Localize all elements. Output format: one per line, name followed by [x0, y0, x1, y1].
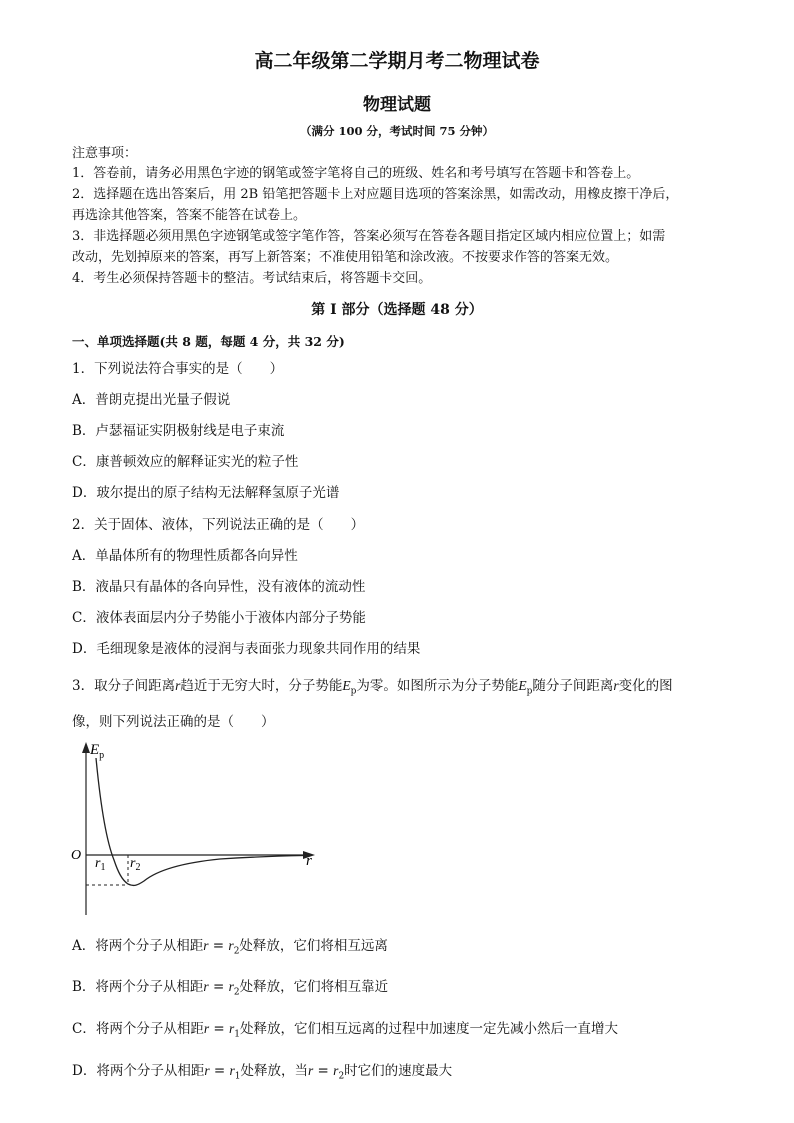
note-3: 3．非选择题必须用黑色字迹钢笔或签字笔作答，答案必须写在答卷各题目指定区域内相应位置上；如需: [72, 229, 666, 244]
note-2: 2．选择题在选出答案后，用 2B 铅笔把答题卡上对应题目选项的答案涂黑，如需改动，用橡皮擦干净后，: [72, 187, 679, 202]
q3-option-b: B．将两个分子从相距$r = r_2$处释放，它们将相互靠近: [72, 979, 389, 998]
r2-label: $r_2$: [130, 856, 141, 873]
q1-option-c: C．康普顿效应的解释证实光的粒子性: [72, 454, 299, 470]
q2-option-a: A．单晶体所有的物理性质都各向异性: [72, 548, 298, 564]
q2-option-d: D．毛细现象是液体的浸润与表面张力现象共同作用的结果: [72, 641, 421, 657]
q3-option-d: D．将两个分子从相距$r = r_1$处释放，当$r = r_2$时它们的速度最大: [72, 1063, 453, 1082]
q3-option-a: A．将两个分子从相距$r = r_2$处释放，它们将相互远离: [72, 938, 388, 957]
exam-title: 高二年级第二学期月考二物理试卷: [254, 50, 540, 72]
y-axis-arrow: [82, 742, 90, 753]
potential-curve: [96, 758, 304, 885]
note-3-cont: 改动，先划掉原来的答案，再写上新答案；不准使用铅笔和涂改液。不按要求作答的答案无效。: [72, 250, 619, 265]
y-axis-label: $E_p$: [90, 742, 105, 761]
q3-stem-cont: 像，则下列说法正确的是（ ）: [72, 714, 275, 730]
subject-title: 物理试题: [363, 95, 431, 115]
q1-stem: 1．下列说法符合事实的是（ ）: [72, 361, 284, 377]
r1-label: $r_1$: [95, 856, 106, 873]
q1-option-d: D．玻尔提出的原子结构无法解释氢原子光谱: [72, 485, 340, 501]
note-4: 4．考生必须保持答题卡的整洁。考试结束后，将答题卡交回。: [72, 271, 432, 286]
exam-info: （满分 100 分，考试时间 75 分钟）: [299, 124, 495, 138]
q1-option-a: A．普朗克提出光量子假说: [72, 392, 231, 408]
potential-energy-graph: [70, 740, 330, 920]
q1-option-b: B．卢瑟福证实阴极射线是电子束流: [72, 423, 285, 439]
notes-heading: 注意事项：: [72, 146, 138, 161]
q3-option-c: C．将两个分子从相距$r = r_1$处释放，它们相互远离的过程中加速度一定先减小然后一直增大: [72, 1021, 619, 1040]
section-title: 一、单项选择题(共 8 题，每题 4 分，共 32 分): [72, 334, 345, 349]
origin-label: O: [71, 848, 82, 863]
note-2-cont: 再选涂其他答案，答案不能答在试卷上。: [72, 208, 307, 223]
q2-option-c: C．液体表面层内分子势能小于液体内部分子势能: [72, 610, 366, 626]
q2-stem: 2．关于固体、液体，下列说法正确的是（ ）: [72, 517, 365, 533]
q3-stem: 3．取分子间距离r趋近于无穷大时，分子势能$E_p$为零。如图所示为分子势能$E_p$随分子间距离r变化的图: [72, 678, 673, 697]
note-1: 1．答卷前，请务必用黑色字迹的钢笔或签字笔将自己的班级、姓名和考号填写在答题卡和答卷上。: [72, 166, 640, 181]
part-1-title: 第 I 部分（选择题 48 分）: [311, 302, 483, 318]
r-axis-label: r: [306, 853, 312, 869]
q2-option-b: B．液晶只有晶体的各向异性，没有液体的流动性: [72, 579, 366, 595]
